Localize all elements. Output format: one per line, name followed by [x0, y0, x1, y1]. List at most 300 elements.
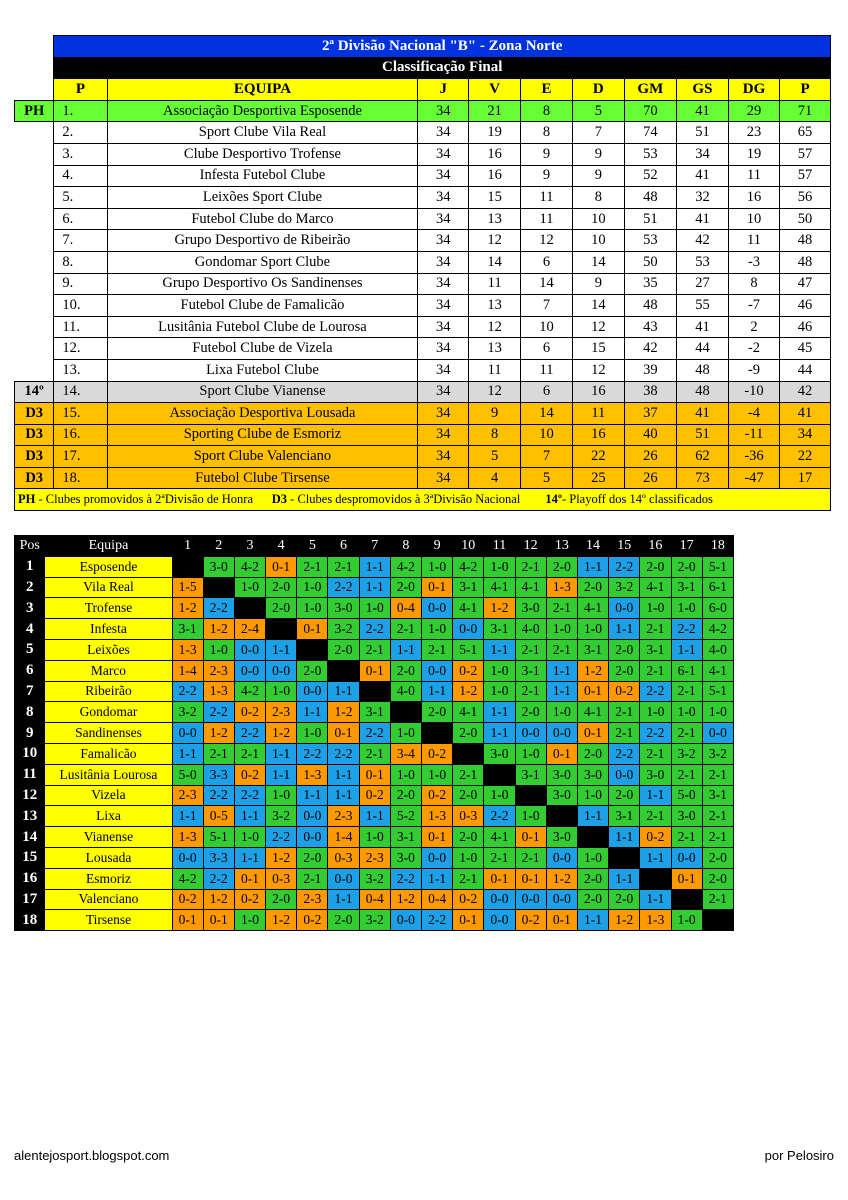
matrix-result-cell: 2-2: [328, 577, 359, 598]
matrix-result-cell: 2-2: [203, 598, 234, 619]
matrix-result-cell: 0-3: [266, 868, 297, 889]
matrix-row: [15, 743, 734, 764]
row-d: 10: [572, 208, 624, 230]
matrix-result-cell: 2-1: [702, 889, 733, 910]
matrix-row-pos: 13: [15, 806, 45, 827]
matrix-result-cell: 1-0: [515, 806, 546, 827]
col-header-wins: V: [469, 79, 521, 101]
row-d: 9: [572, 165, 624, 187]
matrix-result-cell: 0-2: [234, 889, 265, 910]
row-team: Infesta Futebol Clube: [107, 165, 418, 187]
matrix-row-team: Lixa: [45, 806, 172, 827]
matrix-result-cell: 1-3: [297, 764, 328, 785]
matrix-result-cell: 1-0: [484, 785, 515, 806]
matrix-self-cell: [609, 847, 640, 868]
matrix-result-cell: 0-1: [359, 764, 390, 785]
row-p: 46: [780, 295, 831, 317]
col-header-draws: E: [521, 79, 573, 101]
matrix-result-cell: 0-0: [422, 847, 453, 868]
matrix-result-cell: 2-0: [266, 889, 297, 910]
row-e: 12: [521, 230, 573, 252]
matrix-result-cell: 3-1: [172, 619, 203, 640]
row-j: 34: [418, 403, 469, 425]
matrix-result-cell: 0-4: [359, 889, 390, 910]
matrix-result-cell: 1-1: [328, 889, 359, 910]
matrix-result-cell: 1-2: [203, 619, 234, 640]
row-gs: 42: [676, 230, 728, 252]
matrix-result-cell: 0-1: [671, 868, 702, 889]
matrix-result-cell: 2-0: [577, 743, 608, 764]
row-d: 10: [572, 230, 624, 252]
matrix-result-cell: 3-1: [515, 660, 546, 681]
standings-row: [15, 100, 831, 122]
matrix-result-cell: 3-1: [609, 806, 640, 827]
matrix-result-cell: 3-0: [203, 556, 234, 577]
matrix-result-cell: 2-1: [546, 598, 577, 619]
matrix-row-pos: 16: [15, 868, 45, 889]
matrix-result-cell: 1-1: [640, 847, 671, 868]
matrix-row-team: Sandinenses: [45, 723, 172, 744]
matrix-row-team: Vianense: [45, 827, 172, 848]
matrix-result-cell: 1-5: [172, 577, 203, 598]
row-position: 17.: [54, 446, 107, 468]
matrix-result-cell: 1-1: [328, 764, 359, 785]
matrix-result-cell: 1-3: [640, 910, 671, 931]
standings-row: [15, 143, 831, 165]
matrix-result-cell: 0-5: [203, 806, 234, 827]
matrix-result-cell: 2-2: [359, 619, 390, 640]
row-v: 8: [469, 424, 521, 446]
row-e: 10: [521, 316, 573, 338]
row-tag: [15, 338, 54, 360]
matrix-result-cell: 1-1: [640, 889, 671, 910]
matrix-result-cell: 1-0: [671, 702, 702, 723]
matrix-result-cell: 0-0: [546, 723, 577, 744]
matrix-result-cell: 2-0: [390, 577, 421, 598]
matrix-result-cell: 2-1: [515, 681, 546, 702]
matrix-result-cell: 2-1: [702, 806, 733, 827]
matrix-result-cell: 3-4: [390, 743, 421, 764]
row-e: 14: [521, 403, 573, 425]
row-gs: 41: [676, 316, 728, 338]
row-e: 7: [521, 295, 573, 317]
matrix-result-cell: 1-1: [577, 910, 608, 931]
row-j: 34: [418, 143, 469, 165]
matrix-result-cell: 2-1: [671, 723, 702, 744]
matrix-result-cell: 2-0: [297, 660, 328, 681]
matrix-result-cell: 4-2: [390, 556, 421, 577]
matrix-result-cell: 4-1: [453, 598, 484, 619]
matrix-result-cell: 2-1: [702, 764, 733, 785]
matrix-row-team: Lusitânia Lourosa: [45, 764, 172, 785]
row-tag: [15, 359, 54, 381]
matrix-col-header: 6: [328, 536, 359, 557]
row-d: 11: [572, 403, 624, 425]
matrix-result-cell: 1-1: [266, 639, 297, 660]
matrix-row-pos: 17: [15, 889, 45, 910]
row-position: 12.: [54, 338, 107, 360]
matrix-self-cell: [546, 806, 577, 827]
matrix-result-cell: 2-0: [328, 910, 359, 931]
matrix-result-cell: 1-2: [203, 723, 234, 744]
matrix-row: [15, 889, 734, 910]
matrix-result-cell: 2-0: [453, 827, 484, 848]
matrix-result-cell: 0-2: [234, 764, 265, 785]
row-gm: 39: [624, 359, 676, 381]
matrix-result-cell: 2-3: [203, 660, 234, 681]
matrix-result-cell: 4-2: [234, 681, 265, 702]
matrix-row-pos: 10: [15, 743, 45, 764]
matrix-result-cell: 4-0: [390, 681, 421, 702]
matrix-result-cell: 1-1: [546, 660, 577, 681]
matrix-self-cell: [390, 702, 421, 723]
row-d: 12: [572, 316, 624, 338]
row-team: Leixões Sport Clube: [107, 187, 418, 209]
matrix-result-cell: 1-1: [671, 639, 702, 660]
matrix-header-pos: Pos: [15, 536, 45, 557]
matrix-result-cell: 0-0: [234, 639, 265, 660]
matrix-row-pos: 11: [15, 764, 45, 785]
row-dg: -7: [728, 295, 779, 317]
matrix-result-cell: 1-0: [203, 639, 234, 660]
matrix-result-cell: 2-0: [702, 868, 733, 889]
row-dg: 8: [728, 273, 779, 295]
matrix-col-header: 15: [609, 536, 640, 557]
row-e: 14: [521, 273, 573, 295]
matrix-result-cell: 1-1: [328, 785, 359, 806]
matrix-result-cell: 2-1: [640, 806, 671, 827]
matrix-result-cell: 1-2: [203, 889, 234, 910]
matrix-result-cell: 2-1: [640, 660, 671, 681]
table-title: 2ª Divisão Nacional "B" - Zona Norte: [54, 36, 831, 58]
legend-playoff-code: 14º: [545, 492, 562, 507]
matrix-result-cell: 0-1: [297, 619, 328, 640]
matrix-result-cell: 2-0: [577, 868, 608, 889]
matrix-result-cell: 5-0: [671, 785, 702, 806]
matrix-row-pos: 1: [15, 556, 45, 577]
row-team: Futebol Clube de Famalicão: [107, 295, 418, 317]
matrix-result-cell: 1-1: [546, 681, 577, 702]
matrix-result-cell: 1-3: [546, 577, 577, 598]
matrix-col-header: 11: [484, 536, 515, 557]
matrix-row: [15, 639, 734, 660]
matrix-result-cell: 2-1: [609, 702, 640, 723]
row-gm: 35: [624, 273, 676, 295]
row-position: 10.: [54, 295, 107, 317]
matrix-result-cell: 2-1: [515, 556, 546, 577]
row-e: 10: [521, 424, 573, 446]
row-v: 13: [469, 208, 521, 230]
matrix-result-cell: 0-2: [515, 910, 546, 931]
matrix-result-cell: 2-4: [234, 619, 265, 640]
matrix-result-cell: 4-2: [172, 868, 203, 889]
matrix-result-cell: 2-1: [328, 556, 359, 577]
row-position: 6.: [54, 208, 107, 230]
row-j: 34: [418, 295, 469, 317]
matrix-result-cell: 4-1: [484, 827, 515, 848]
row-gs: 73: [676, 467, 728, 489]
matrix-result-cell: 0-0: [422, 598, 453, 619]
matrix-row-team: Vila Real: [45, 577, 172, 598]
matrix-row: [15, 847, 734, 868]
matrix-self-cell: [422, 723, 453, 744]
matrix-result-cell: 3-1: [453, 577, 484, 598]
matrix-row-pos: 18: [15, 910, 45, 931]
row-tag: PH: [15, 100, 54, 122]
row-gs: 48: [676, 359, 728, 381]
matrix-result-cell: 2-1: [297, 556, 328, 577]
matrix-row-team: Leixões: [45, 639, 172, 660]
matrix-row: [15, 556, 734, 577]
matrix-result-cell: 1-1: [234, 847, 265, 868]
matrix-self-cell: [328, 660, 359, 681]
row-j: 34: [418, 100, 469, 122]
row-position: 13.: [54, 359, 107, 381]
row-team: Sport Clube Valenciano: [107, 446, 418, 468]
matrix-col-header: 17: [671, 536, 702, 557]
matrix-result-cell: 2-2: [328, 743, 359, 764]
matrix-col-header: 16: [640, 536, 671, 557]
row-v: 12: [469, 381, 521, 403]
matrix-result-cell: 2-1: [546, 639, 577, 660]
matrix-result-cell: 3-2: [266, 806, 297, 827]
matrix-result-cell: 1-2: [577, 660, 608, 681]
standings-row: [15, 316, 831, 338]
row-dg: -3: [728, 251, 779, 273]
matrix-result-cell: 6-1: [671, 660, 702, 681]
row-gm: 53: [624, 143, 676, 165]
matrix-result-cell: 2-1: [453, 868, 484, 889]
matrix-result-cell: 3-1: [577, 639, 608, 660]
matrix-row: [15, 660, 734, 681]
row-team: Sport Clube Vianense: [107, 381, 418, 403]
standings-table: [14, 35, 831, 511]
matrix-result-cell: 1-2: [266, 847, 297, 868]
matrix-result-cell: 1-0: [359, 598, 390, 619]
matrix-result-cell: 1-0: [266, 785, 297, 806]
row-dg: -11: [728, 424, 779, 446]
row-gm: 70: [624, 100, 676, 122]
col-header-goal-difference: DG: [728, 79, 779, 101]
row-p: 56: [780, 187, 831, 209]
standings-row: [15, 165, 831, 187]
row-tag: [15, 165, 54, 187]
matrix-row-team: Vizela: [45, 785, 172, 806]
matrix-col-header: 14: [577, 536, 608, 557]
row-v: 16: [469, 143, 521, 165]
row-j: 34: [418, 230, 469, 252]
row-gs: 53: [676, 251, 728, 273]
matrix-result-cell: 0-2: [359, 785, 390, 806]
matrix-result-cell: 2-1: [422, 639, 453, 660]
row-gs: 62: [676, 446, 728, 468]
row-p: 57: [780, 143, 831, 165]
matrix-col-header: 2: [203, 536, 234, 557]
matrix-col-header: 9: [422, 536, 453, 557]
standings-header-row: [15, 79, 831, 101]
row-p: 71: [780, 100, 831, 122]
matrix-result-cell: 0-0: [297, 806, 328, 827]
row-team: Clube Desportivo Trofense: [107, 143, 418, 165]
row-p: 47: [780, 273, 831, 295]
row-gm: 50: [624, 251, 676, 273]
row-position: 11.: [54, 316, 107, 338]
row-v: 11: [469, 273, 521, 295]
matrix-result-cell: 0-0: [546, 847, 577, 868]
matrix-result-cell: 1-2: [328, 702, 359, 723]
matrix-result-cell: 1-1: [609, 619, 640, 640]
row-team: Futebol Clube Tirsense: [107, 467, 418, 489]
matrix-result-cell: 6-0: [702, 598, 733, 619]
row-dg: 16: [728, 187, 779, 209]
matrix-result-cell: 5-0: [172, 764, 203, 785]
matrix-result-cell: 2-0: [266, 598, 297, 619]
matrix-result-cell: 0-0: [484, 889, 515, 910]
matrix-result-cell: 3-1: [390, 827, 421, 848]
matrix-result-cell: 0-0: [453, 619, 484, 640]
matrix-result-cell: 0-0: [297, 681, 328, 702]
matrix-result-cell: 1-2: [172, 598, 203, 619]
row-tag: [15, 187, 54, 209]
row-dg: -47: [728, 467, 779, 489]
matrix-result-cell: 2-2: [203, 868, 234, 889]
matrix-result-cell: 1-0: [484, 660, 515, 681]
matrix-result-cell: 4-1: [702, 660, 733, 681]
matrix-result-cell: 1-0: [640, 598, 671, 619]
row-gm: 48: [624, 187, 676, 209]
matrix-result-cell: 4-2: [453, 556, 484, 577]
matrix-result-cell: 1-2: [484, 598, 515, 619]
matrix-result-cell: 3-0: [328, 598, 359, 619]
row-gm: 52: [624, 165, 676, 187]
matrix-result-cell: 4-0: [702, 639, 733, 660]
standings-row: [15, 208, 831, 230]
matrix-result-cell: 2-0: [702, 847, 733, 868]
matrix-result-cell: 3-1: [671, 577, 702, 598]
legend: [15, 489, 831, 511]
matrix-result-cell: 2-3: [297, 889, 328, 910]
matrix-result-cell: 0-1: [515, 868, 546, 889]
matrix-result-cell: 4-1: [577, 702, 608, 723]
matrix-result-cell: 3-0: [390, 847, 421, 868]
matrix-result-cell: 0-0: [515, 723, 546, 744]
row-gs: 27: [676, 273, 728, 295]
row-position: 16.: [54, 424, 107, 446]
matrix-result-cell: 4-0: [515, 619, 546, 640]
matrix-row: [15, 619, 734, 640]
matrix-result-cell: 1-2: [266, 723, 297, 744]
matrix-result-cell: 1-1: [328, 681, 359, 702]
matrix-result-cell: 1-0: [671, 598, 702, 619]
matrix-result-cell: 1-2: [453, 681, 484, 702]
row-gs: 51: [676, 122, 728, 144]
matrix-result-cell: 1-4: [172, 660, 203, 681]
row-j: 34: [418, 424, 469, 446]
matrix-row: [15, 723, 734, 744]
row-e: 7: [521, 446, 573, 468]
matrix-result-cell: 4-1: [484, 577, 515, 598]
matrix-result-cell: 0-0: [390, 910, 421, 931]
matrix-result-cell: 1-3: [172, 827, 203, 848]
matrix-result-cell: 2-2: [640, 723, 671, 744]
matrix-result-cell: 0-4: [390, 598, 421, 619]
legend-ph-code: PH: [18, 492, 36, 507]
row-position: 8.: [54, 251, 107, 273]
row-tag: D3: [15, 424, 54, 446]
matrix-result-cell: 0-4: [422, 889, 453, 910]
matrix-result-cell: 2-1: [390, 619, 421, 640]
row-position: 5.: [54, 187, 107, 209]
matrix-result-cell: 1-1: [422, 681, 453, 702]
row-tag: [15, 316, 54, 338]
matrix-result-cell: 2-0: [546, 556, 577, 577]
matrix-result-cell: 2-2: [172, 681, 203, 702]
matrix-result-cell: 1-0: [234, 577, 265, 598]
matrix-row-team: Famalicão: [45, 743, 172, 764]
row-dg: 10: [728, 208, 779, 230]
row-dg: 2: [728, 316, 779, 338]
matrix-row-pos: 12: [15, 785, 45, 806]
matrix-result-cell: 0-1: [234, 868, 265, 889]
matrix-result-cell: 1-1: [266, 764, 297, 785]
row-position: 4.: [54, 165, 107, 187]
row-tag: [15, 143, 54, 165]
matrix-result-cell: 1-1: [390, 639, 421, 660]
matrix-result-cell: 0-1: [484, 868, 515, 889]
row-position: 18.: [54, 467, 107, 489]
matrix-result-cell: 0-2: [609, 681, 640, 702]
matrix-result-cell: 2-2: [234, 723, 265, 744]
matrix-result-cell: 1-1: [484, 702, 515, 723]
matrix-result-cell: 4-1: [577, 598, 608, 619]
row-d: 8: [572, 187, 624, 209]
matrix-self-cell: [234, 598, 265, 619]
matrix-result-cell: 2-0: [609, 660, 640, 681]
legend-d3-code: D3: [271, 492, 288, 507]
matrix-self-cell: [577, 827, 608, 848]
matrix-result-cell: 2-2: [359, 723, 390, 744]
standings-row: [15, 338, 831, 360]
matrix-result-cell: 2-0: [390, 785, 421, 806]
matrix-result-cell: 0-1: [453, 910, 484, 931]
row-dg: -36: [728, 446, 779, 468]
matrix-result-cell: 2-0: [297, 847, 328, 868]
row-p: 46: [780, 316, 831, 338]
matrix-result-cell: 1-1: [297, 785, 328, 806]
row-tag: D3: [15, 446, 54, 468]
row-j: 34: [418, 467, 469, 489]
row-d: 14: [572, 295, 624, 317]
matrix-result-cell: 3-3: [203, 764, 234, 785]
row-gm: 26: [624, 467, 676, 489]
matrix-result-cell: 1-0: [546, 702, 577, 723]
row-gm: 37: [624, 403, 676, 425]
matrix-result-cell: 0-1: [359, 660, 390, 681]
row-v: 5: [469, 446, 521, 468]
row-e: 9: [521, 143, 573, 165]
matrix-result-cell: 5-1: [203, 827, 234, 848]
matrix-col-header: 18: [702, 536, 733, 557]
matrix-row-pos: 8: [15, 702, 45, 723]
matrix-result-cell: 0-1: [546, 910, 577, 931]
matrix-row-team: Valenciano: [45, 889, 172, 910]
matrix-result-cell: 0-1: [515, 827, 546, 848]
matrix-result-cell: 0-2: [422, 743, 453, 764]
row-d: 7: [572, 122, 624, 144]
row-p: 22: [780, 446, 831, 468]
matrix-result-cell: 1-1: [359, 577, 390, 598]
matrix-self-cell: [297, 639, 328, 660]
